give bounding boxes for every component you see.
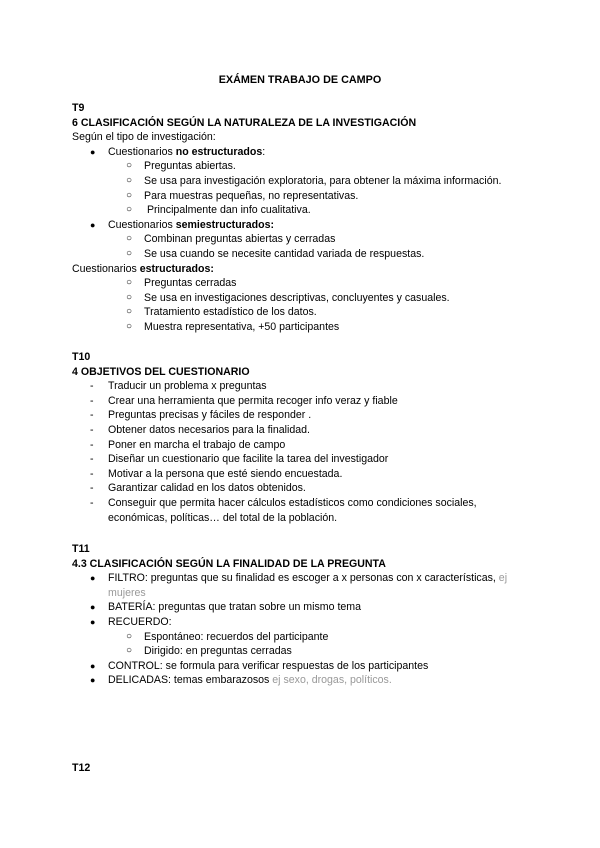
item-text: Se usa para investigación exploratoria, para obtener la máxima información. <box>144 174 502 187</box>
list-item <box>72 615 572 630</box>
dash-bullet-icon: - <box>90 380 94 393</box>
item-text: : <box>262 145 266 158</box>
item-text: FILTRO: preguntas que su finalidad es escoger a x personas con x características, <box>108 572 499 585</box>
item-text: Obtener datos necesarios para la finalidad. <box>108 423 310 436</box>
bullet-icon: ● <box>90 660 96 671</box>
list-item <box>72 630 572 645</box>
item-text: Principalmente dan info cualitativa. <box>144 204 311 217</box>
item-text: Combinan preguntas abiertas y cerradas <box>144 233 336 246</box>
circle-bullet-icon: ○ <box>126 233 133 245</box>
item-text: Motivar a la persona que esté siendo encuestada. <box>108 467 343 480</box>
circle-bullet-icon: ○ <box>126 204 133 216</box>
item-text: Garantizar calidad en los datos obtenidos. <box>108 482 306 495</box>
list-item <box>72 218 572 233</box>
list-item <box>72 644 572 659</box>
item-note: ej sexo, drogas, políticos. <box>272 674 392 687</box>
bullet-icon: ● <box>90 616 96 627</box>
list-item <box>72 600 572 615</box>
list-item <box>72 659 572 674</box>
item-text: CONTROL: se formula para verificar respuestas de los participantes <box>108 659 429 672</box>
dash-bullet-icon: - <box>90 467 94 480</box>
dash-bullet-icon: - <box>90 482 94 495</box>
section-t9 <box>72 101 572 335</box>
document-title: EXÁMEN TRABAJO DE CAMPO <box>218 74 382 86</box>
circle-bullet-icon: ○ <box>126 320 133 332</box>
list-item <box>72 379 572 394</box>
circle-bullet-icon: ○ <box>126 160 133 172</box>
section-t11 <box>72 542 572 688</box>
item-text: Muestra representativa, +50 participantes <box>144 320 340 333</box>
bullet-icon: ● <box>90 219 96 230</box>
item-text: Dirigido: en preguntas cerradas <box>144 645 292 658</box>
item-text: Preguntas cerradas <box>144 277 237 290</box>
list-item <box>72 247 572 262</box>
item-note: ej <box>498 572 508 585</box>
bullet-icon: ● <box>90 675 96 686</box>
item-text: Cuestionarios <box>108 218 176 231</box>
list-item <box>72 423 572 438</box>
list-item <box>72 305 572 320</box>
item-text: Tratamiento estadístico de los datos. <box>144 306 317 319</box>
item-text: Se usa cuando se necesite cantidad variada de respuestas. <box>144 247 425 260</box>
section-code: T10 <box>72 351 91 363</box>
list-item <box>72 276 572 291</box>
list-item <box>72 145 572 160</box>
item-text: Cuestionarios <box>72 262 140 275</box>
list-item <box>72 394 572 409</box>
section-intro: Según el tipo de investigación: <box>72 131 216 144</box>
section-t10 <box>72 350 572 525</box>
dash-bullet-icon: - <box>90 423 94 436</box>
list-item <box>72 467 572 482</box>
item-text: Conseguir que permita hacer cálculos estadísticos como condiciones sociales, <box>108 496 477 509</box>
list-item <box>72 452 572 467</box>
list-item-continuation <box>72 586 572 601</box>
list-item <box>72 291 572 306</box>
item-text: Preguntas precisas y fáciles de responder . <box>108 409 312 422</box>
list-item <box>72 496 572 511</box>
item-text: económicas, políticas… del total de la población. <box>108 511 338 524</box>
item-bold: semiestructurados: <box>175 218 275 231</box>
dash-bullet-icon: - <box>90 409 94 422</box>
item-text: Poner en marcha el trabajo de campo <box>108 438 286 451</box>
item-bold: estructurados: <box>139 262 214 275</box>
list-item <box>72 438 572 453</box>
item-text: Para muestras pequeñas, no representativas. <box>144 189 359 202</box>
item-note: mujeres <box>108 586 146 599</box>
item-text: DELICADAS: temas embarazosos <box>108 674 273 687</box>
list-item <box>72 232 572 247</box>
section-heading: 4.3 CLASIFICACIÓN SEGÚN LA FINALIDAD DE LA PREGUNTA <box>72 557 386 570</box>
item-text: BATERÍA: preguntas que tratan sobre un mismo tema <box>108 601 361 614</box>
list-item <box>72 571 572 586</box>
item-text: Cuestionarios <box>108 145 176 158</box>
item-text: Preguntas abiertas. <box>144 160 236 173</box>
section-code: T11 <box>72 543 90 555</box>
list-item <box>72 481 572 496</box>
circle-bullet-icon: ○ <box>126 291 133 303</box>
list-item <box>72 673 572 688</box>
circle-bullet-icon: ○ <box>126 189 133 201</box>
item-text: RECUERDO: <box>108 615 172 628</box>
section-heading: 4 OBJETIVOS DEL CUESTIONARIO <box>72 365 250 378</box>
circle-bullet-icon: ○ <box>126 306 133 318</box>
dash-bullet-icon: - <box>90 438 94 451</box>
list-item <box>72 174 572 189</box>
list-item <box>72 262 572 277</box>
item-text: Espontáneo: recuerdos del participante <box>144 630 329 643</box>
list-item <box>72 408 572 423</box>
bullet-icon: ● <box>90 602 96 613</box>
bullet-icon: ● <box>90 573 96 584</box>
bullet-icon: ● <box>90 146 96 157</box>
section-code: T9 <box>72 102 85 114</box>
list-item <box>72 159 572 174</box>
section-heading: 6 CLASIFICACIÓN SEGÚN LA NATURALEZA DE LA INVESTIGACIÓN <box>72 116 417 129</box>
dash-bullet-icon: - <box>90 394 94 407</box>
dash-bullet-icon: - <box>90 453 94 466</box>
list-item <box>72 189 572 204</box>
list-item <box>72 320 572 335</box>
item-bold: no estructurados <box>175 145 263 158</box>
list-item-continuation <box>72 511 572 526</box>
item-text: Crear una herramienta que permita recoger info veraz y fiable <box>108 394 398 407</box>
circle-bullet-icon: ○ <box>126 277 133 289</box>
dash-bullet-icon: - <box>90 496 94 509</box>
item-text: Diseñar un cuestionario que facilite la tarea del investigador <box>108 453 389 466</box>
circle-bullet-icon: ○ <box>126 174 133 186</box>
section-t12 <box>72 761 572 776</box>
circle-bullet-icon: ○ <box>126 645 133 657</box>
list-item <box>72 203 572 218</box>
circle-bullet-icon: ○ <box>126 630 133 642</box>
section-code: T12 <box>72 762 91 774</box>
item-text: Se usa en investigaciones descriptivas, concluyentes y casuales. <box>144 291 450 304</box>
circle-bullet-icon: ○ <box>126 247 133 259</box>
item-text: Traducir un problema x preguntas <box>108 380 267 393</box>
